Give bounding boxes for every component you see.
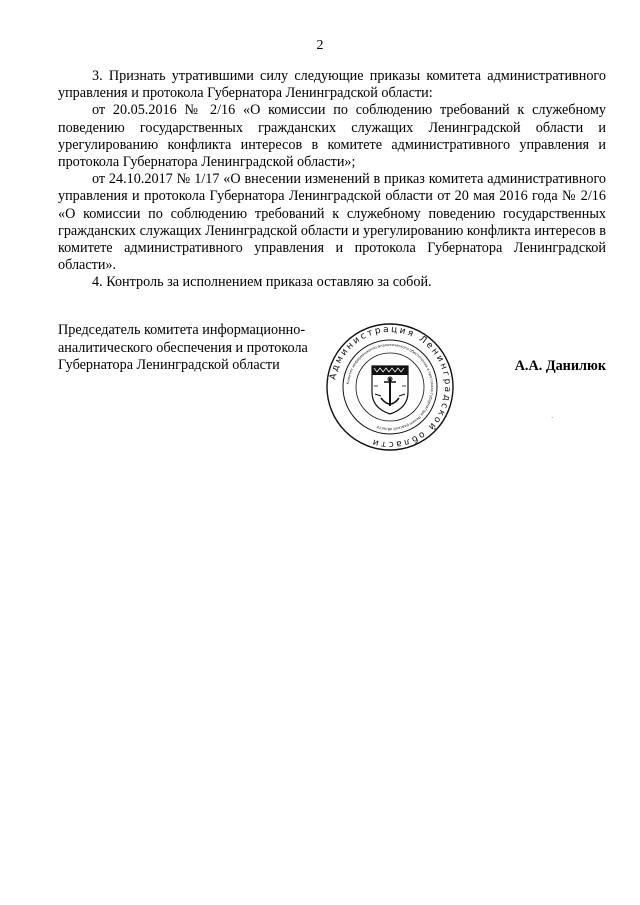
signer-title: [58, 322, 338, 375]
paragraph-order-2016: от 20.05.2016 № 2/16 «О комиссии по соблюдению требований к служебному поведению государственных гражданских служащих Ленинградской области и урегулированию конфликта интересов в комитете административного управления и протокола Губернатора Ленинградской области»;: [58, 102, 606, 171]
seal-icon: [325, 322, 455, 452]
page-number: 2: [316, 38, 324, 53]
signer-title-line: Председатель комитета информационно-: [58, 322, 306, 338]
paragraph-order-2017: от 24.10.2017 № 1/17 «О внесении изменений в приказ комитета административного управления и протокола Губернатора Ленинградской области от 20 мая 2016 года № 2/16 «О комиссии по соблюдению требований к служебному поведению государственных гражданских служащих Ленинградской области и урегулированию конфликта интересов в комитете административного управления и протокола Губернатора Ленинградской области».: [58, 171, 606, 274]
signer-title-line: аналитического обеспечения и протокола: [58, 339, 308, 356]
svg-text:Комитет информационно-аналитич: Комитет информационно-аналитического обеспечения и протокола Губернатора Ленинградской области: [346, 342, 435, 432]
paragraph-item-4: 4. Контроль за исполнением приказа оставляю за собой.: [92, 274, 432, 291]
signer-title-line: Губернатора Ленинградской области: [58, 357, 280, 373]
official-seal-stamp: [325, 322, 455, 452]
scan-mark: `: [551, 416, 554, 424]
signer-name: А.А. Данилюк: [514, 358, 606, 374]
svg-text:Администрация Ленинградской об: Администрация Ленинградской области: [328, 324, 453, 450]
paragraph-item-3: 3. Признать утратившими силу следующие приказы комитета административного управления и протокола Губернатора Ленинградской области:: [58, 68, 606, 102]
document-body: [58, 68, 606, 292]
coat-of-arms-icon: [372, 366, 408, 414]
